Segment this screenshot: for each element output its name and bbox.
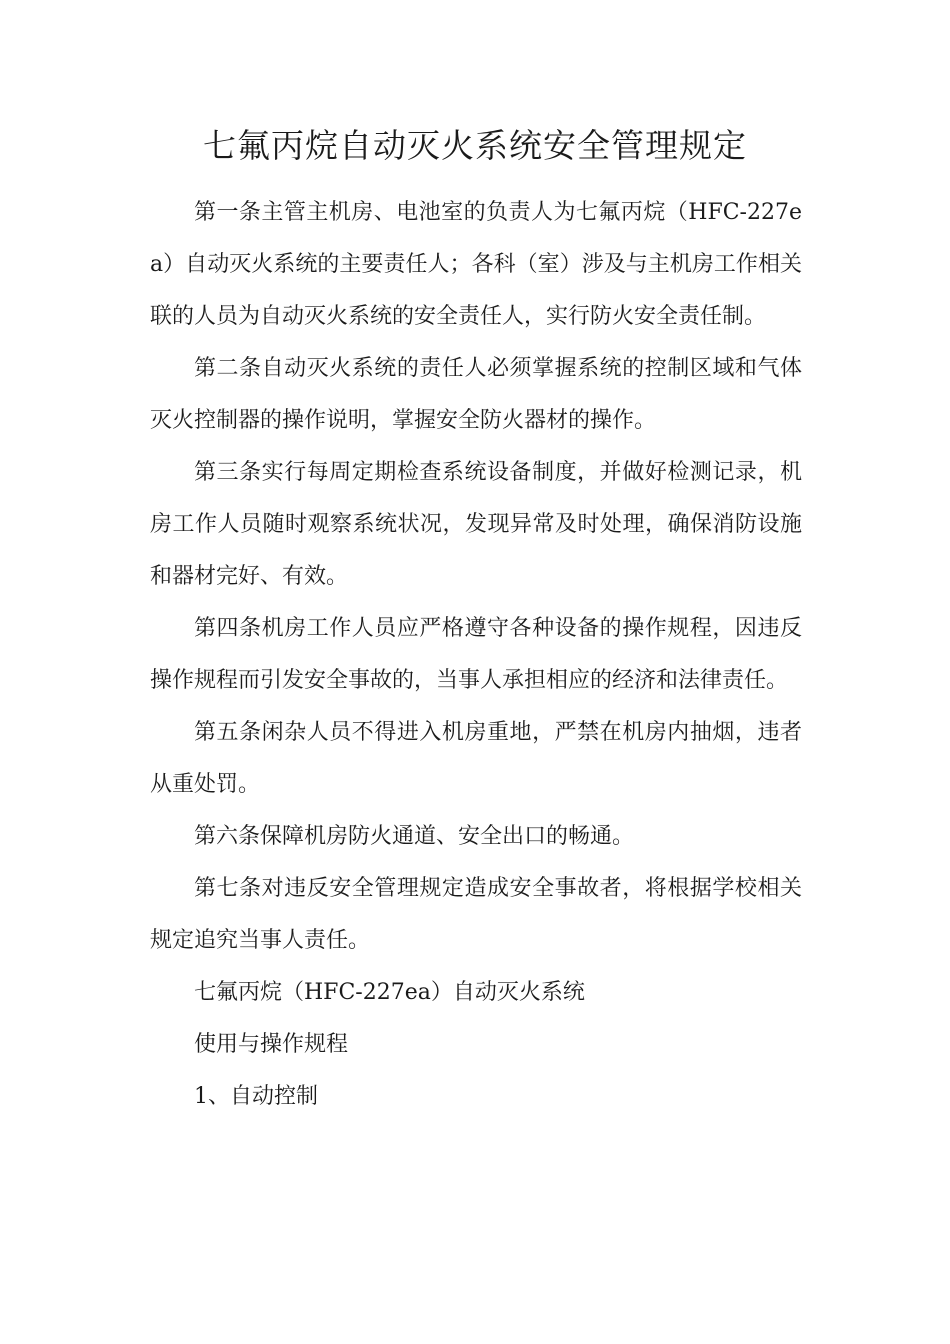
article-3-paragraph: 第三条实行每周定期检查系统设备制度，并做好检测记录，机房工作人员随时观察系统状况，发现异常及时处理，确保消防设施和器材完好、有效。 [150, 460, 802, 589]
document-body [150, 187, 802, 1123]
article-1-paragraph: 第一条主管主机房、电池室的负责人为七氟丙烷（HFC-227ea）自动灭火系统的主要责任人；各科（室）涉及与主机房工作相关联的人员为自动灭火系统的安全责任人，实行防火安全责任制。 [150, 200, 802, 329]
subsection-heading-auto-control: 1、自动控制 [194, 1084, 318, 1109]
section-heading-system: 七氟丙烷（HFC-227ea）自动灭火系统 [194, 980, 585, 1005]
section-heading-procedures: 使用与操作规程 [194, 1032, 349, 1057]
article-6-paragraph: 第六条保障机房防火通道、安全出口的畅通。 [194, 824, 635, 849]
article-2-paragraph: 第二条自动灭火系统的责任人必须掌握系统的控制区域和气体灭火控制器的操作说明，掌握安全防火器材的操作。 [150, 356, 802, 433]
article-5-paragraph: 第五条闲杂人员不得进入机房重地，严禁在机房内抽烟，违者从重处罚。 [150, 720, 802, 797]
article-4-paragraph: 第四条机房工作人员应严格遵守各种设备的操作规程，因违反操作规程而引发安全事故的，当事人承担相应的经济和法律责任。 [150, 616, 802, 693]
document-title: 七氟丙烷自动灭火系统安全管理规定 [203, 126, 747, 165]
article-7-paragraph: 第七条对违反安全管理规定造成安全事故者，将根据学校相关规定追究当事人责任。 [150, 876, 802, 953]
